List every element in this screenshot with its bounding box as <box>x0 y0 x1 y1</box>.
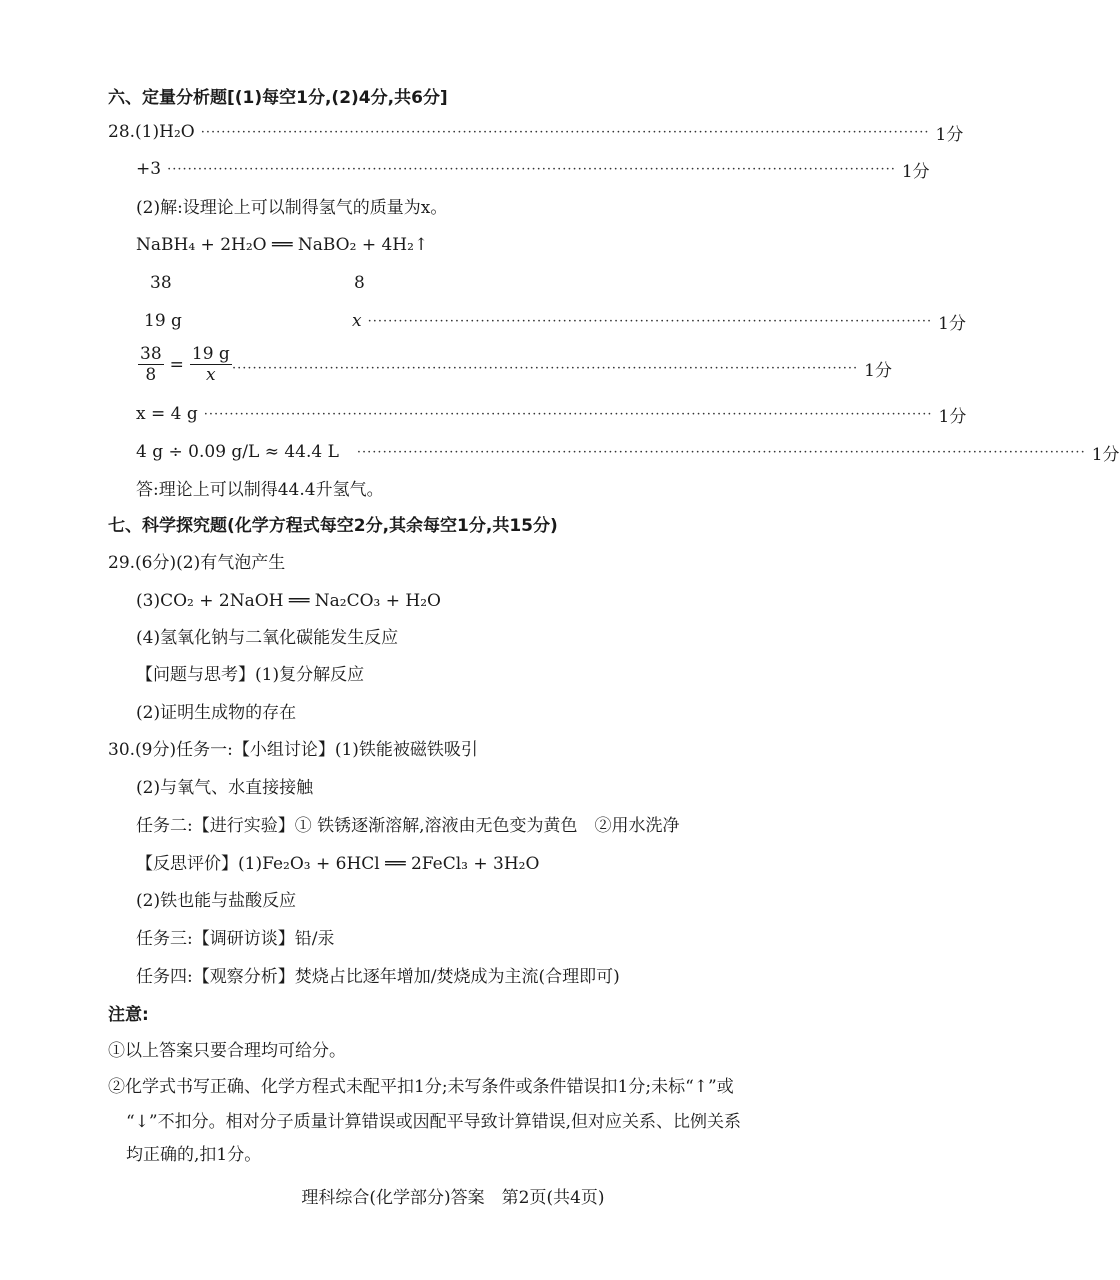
notes-title: 注意: <box>108 1005 149 1025</box>
volume-calc: 4 g ÷ 0.09 g/L ≈ 44.4 L <box>136 442 339 462</box>
section6-heading: 六、定量分析题[(1)每空1分,(2)4分,共6分] <box>108 88 448 108</box>
note-1: ①以上答案只要合理均可给分。 <box>108 1041 346 1061</box>
x-result-points: 1分 <box>938 406 967 427</box>
section7-heading: 七、科学探究题(化学方程式每空2分,其余每空1分,共15分) <box>108 516 558 536</box>
q28-2-points: 1分 <box>901 161 930 182</box>
page-footer: 理科综合(化学部分)答案 第2页(共4页) <box>301 1188 605 1208</box>
q30-reflect2: (2)铁也能与盐酸反应 <box>136 891 297 911</box>
q29-think2: (2)证明生成物的存在 <box>136 703 297 723</box>
q28-solve: (2)解:设理论上可以制得氢气的质量为x。 <box>136 198 448 218</box>
q29-3: (3)CO₂ + 2NaOH ══ Na₂CO₃ + H₂O <box>136 591 441 611</box>
fraction-left: $\frac{38}{8}$ <box>140 344 162 385</box>
proportion-points: 1分 <box>864 360 892 381</box>
leader-dots: ·············································································································································· <box>200 124 930 140</box>
x-result-row <box>136 402 967 427</box>
q28-1-row <box>108 120 964 145</box>
q28-1-points: 1分 <box>935 124 964 145</box>
given-row <box>352 309 966 334</box>
q30-task4: 任务四:【观察分析】焚烧占比逐年增加/焚烧成为主流(合理即可) <box>136 967 620 987</box>
fraction-right: $\frac{19 g}{x}$ <box>191 344 230 385</box>
given-points: 1分 <box>938 313 966 334</box>
volume-points: 1分 <box>1091 444 1120 465</box>
given-left: 19 g <box>144 311 182 331</box>
proportion-row <box>232 356 892 381</box>
volume-row <box>136 440 1120 465</box>
q29-think: 【问题与思考】(1)复分解反应 <box>136 665 365 685</box>
q30-2: (2)与氧气、水直接接触 <box>136 778 314 798</box>
q28-answer: 答:理论上可以制得44.4升氢气。 <box>136 480 384 500</box>
q29-4: (4)氢氧化钠与二氧化碳能发生反应 <box>136 628 399 648</box>
note-2-line2: “↓”不扣分。相对分子质量计算错误或因配平导致计算错误,但对应关系、比例关系 <box>126 1112 742 1132</box>
proportion: $\frac{38}{8}$ = $\frac{19 g}{x}$ <box>140 344 230 385</box>
q30-head: 30.(9分)任务一:【小组讨论】(1)铁能被磁铁吸引 <box>108 740 478 760</box>
q28-2-label: +3 <box>136 159 162 179</box>
mass-right: 8 <box>354 273 365 293</box>
leader-dots: ·························································································································· <box>232 360 859 376</box>
q29-head: 29.(6分)(2)有气泡产生 <box>108 553 286 573</box>
note-2-line3: 均正确的,扣1分。 <box>126 1145 262 1165</box>
q30-task3: 任务三:【调研访谈】铅/汞 <box>136 929 335 949</box>
given-right: x <box>352 311 362 331</box>
note-2-line1: ②化学式书写正确、化学方程式未配平扣1分;未写条件或条件错误扣1分;未标“↑”或 <box>108 1077 734 1097</box>
leader-dots: ·············································································································································· <box>167 161 896 177</box>
q28-2-row <box>136 157 930 182</box>
reaction-equation: NaBH₄ + 2H₂O ══ NaBO₂ + 4H₂↑ <box>136 235 429 255</box>
leader-dots: ·············································································································································· <box>356 444 1086 460</box>
mass-left: 38 <box>150 273 172 293</box>
q30-reflect: 【反思评价】(1)Fe₂O₃ + 6HCl ══ 2FeCl₃ + 3H₂O <box>136 854 540 874</box>
q30-task2: 任务二:【进行实验】① 铁锈逐渐溶解,溶液由无色变为黄色 ②用水洗净 <box>136 816 680 836</box>
x-result: x = 4 g <box>136 404 198 424</box>
leader-dots: ·············································································································· <box>367 313 933 329</box>
leader-dots: ·············································································································································· <box>203 406 933 422</box>
q28-1-label: 28.(1)H₂O <box>108 122 195 142</box>
